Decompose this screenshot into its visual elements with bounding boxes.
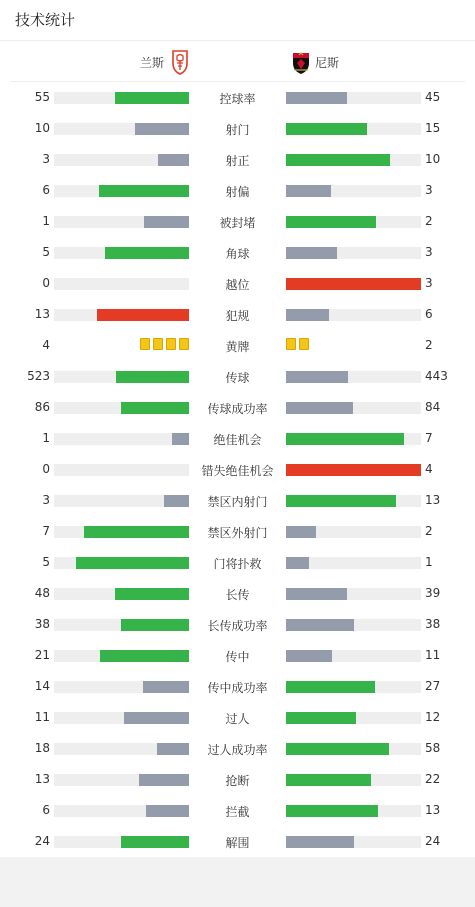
stat-label: 过人	[225, 712, 250, 726]
away-bar-fill	[286, 588, 347, 600]
home-bar-fill	[121, 402, 189, 414]
stat-row	[0, 702, 475, 733]
away-value: 3	[425, 245, 433, 259]
away-bar-fill	[286, 216, 376, 228]
away-bar-track	[286, 433, 421, 445]
away-value: 4	[425, 462, 433, 476]
stat-row	[0, 82, 475, 113]
away-bar-track	[286, 650, 421, 662]
stat-label: 解围	[225, 836, 250, 850]
away-bar-track	[286, 495, 421, 507]
away-bar-fill	[286, 123, 367, 135]
away-bar-fill	[286, 185, 331, 197]
home-bar-fill	[139, 774, 189, 786]
away-value: 2	[425, 214, 433, 228]
stat-row	[0, 423, 475, 454]
away-value: 27	[425, 679, 441, 693]
home-bar-track	[54, 805, 189, 817]
away-bar-track	[286, 123, 421, 135]
away-bar-fill	[286, 278, 421, 290]
home-yellow-cards	[140, 338, 189, 350]
away-bar-fill	[286, 557, 309, 569]
away-bar-fill	[286, 681, 375, 693]
home-team	[140, 49, 190, 75]
home-bar-fill	[116, 371, 189, 383]
home-value: 4	[42, 338, 50, 352]
home-value: 7	[42, 524, 50, 538]
away-value: 3	[425, 276, 433, 290]
away-value: 39	[425, 586, 441, 600]
home-value: 13	[34, 772, 50, 786]
yellow-card-icon	[179, 338, 189, 350]
home-value: 48	[34, 586, 50, 600]
team-header	[10, 41, 465, 82]
home-value: 24	[34, 834, 50, 848]
stat-row	[0, 671, 475, 702]
home-value: 5	[42, 555, 50, 569]
away-value: 38	[425, 617, 441, 631]
away-bar-track	[286, 464, 421, 476]
home-bar-track	[54, 836, 189, 848]
home-bar-track	[54, 154, 189, 166]
home-value: 13	[34, 307, 50, 321]
home-bar-track	[54, 278, 189, 290]
away-value: 3	[425, 183, 433, 197]
away-value: 24	[425, 834, 441, 848]
stat-row	[0, 609, 475, 640]
stat-row	[0, 454, 475, 485]
home-bar-track	[54, 371, 189, 383]
home-value: 38	[34, 617, 50, 631]
stat-row	[0, 795, 475, 826]
away-bar-track	[286, 154, 421, 166]
home-bar-fill	[144, 216, 189, 228]
home-bar-fill	[84, 526, 189, 538]
home-value: 1	[42, 214, 50, 228]
home-bar-track	[54, 495, 189, 507]
away-bar-fill	[286, 402, 353, 414]
home-bar-track	[54, 464, 189, 476]
away-value: 22	[425, 772, 441, 786]
away-bar-fill	[286, 247, 337, 259]
away-bar-track	[286, 371, 421, 383]
yellow-card-icon	[153, 338, 163, 350]
away-bar-track	[286, 92, 421, 104]
home-bar-track	[54, 619, 189, 631]
stat-row	[0, 485, 475, 516]
away-bar-fill	[286, 309, 329, 321]
home-bar-track	[54, 557, 189, 569]
stat-row	[0, 764, 475, 795]
stat-row	[0, 206, 475, 237]
stat-label: 长传	[225, 588, 250, 602]
away-bar-track	[286, 278, 421, 290]
away-value: 13	[425, 803, 441, 817]
nice-crest-icon	[291, 49, 311, 75]
away-bar-track	[286, 743, 421, 755]
away-bar-fill	[286, 805, 378, 817]
home-bar-track	[54, 526, 189, 538]
away-bar-fill	[286, 526, 316, 538]
stat-label: 传中成功率	[207, 681, 268, 695]
away-bar-fill	[286, 154, 390, 166]
home-value: 1	[42, 431, 50, 445]
away-bar-track	[286, 185, 421, 197]
stat-row	[0, 299, 475, 330]
yellow-card-icon	[299, 338, 309, 350]
home-bar-fill	[115, 92, 189, 104]
stats-list	[0, 82, 475, 857]
stat-label: 角球	[225, 247, 250, 261]
home-bar-track	[54, 743, 189, 755]
stat-row	[0, 547, 475, 578]
home-bar-fill	[121, 836, 189, 848]
away-bar-track	[286, 712, 421, 724]
stat-label: 传球	[225, 371, 250, 385]
home-value: 18	[34, 741, 50, 755]
stat-row	[0, 144, 475, 175]
home-bar-fill	[135, 123, 189, 135]
home-value: 11	[34, 710, 50, 724]
away-bar-track	[286, 402, 421, 414]
away-yellow-cards	[286, 338, 309, 350]
home-value: 55	[34, 90, 50, 104]
away-bar-track	[286, 557, 421, 569]
away-value: 2	[425, 524, 433, 538]
home-bar-fill	[121, 619, 189, 631]
stat-label: 错失绝佳机会	[201, 464, 274, 478]
home-bar-fill	[164, 495, 189, 507]
yellow-card-icon	[140, 338, 150, 350]
stat-row	[0, 578, 475, 609]
away-bar-fill	[286, 464, 421, 476]
stat-row	[0, 268, 475, 299]
home-bar-track	[54, 216, 189, 228]
page-title: 技术统计	[0, 0, 475, 41]
stat-label: 射正	[225, 154, 250, 168]
stat-label: 犯规	[225, 309, 250, 323]
home-bar-track	[54, 712, 189, 724]
home-bar-fill	[124, 712, 189, 724]
away-bar-track	[286, 588, 421, 600]
away-value: 6	[425, 307, 433, 321]
home-bar-track	[54, 588, 189, 600]
home-value: 5	[42, 245, 50, 259]
away-team-name: 尼斯	[315, 55, 340, 70]
away-bar-track	[286, 836, 421, 848]
home-value: 86	[34, 400, 50, 414]
stat-label: 黄牌	[225, 340, 250, 354]
home-bar-fill	[97, 309, 189, 321]
home-value: 10	[34, 121, 50, 135]
reims-crest-icon	[170, 49, 190, 75]
home-bar-fill	[143, 681, 189, 693]
home-bar-track	[54, 681, 189, 693]
stat-label: 抢断	[225, 774, 250, 788]
home-value: 523	[27, 369, 50, 383]
yellow-card-icon	[166, 338, 176, 350]
home-bar-track	[54, 433, 189, 445]
away-bar-fill	[286, 433, 404, 445]
away-bar-track	[286, 216, 421, 228]
away-value: 11	[425, 648, 441, 662]
stat-label: 长传成功率	[207, 619, 268, 633]
home-value: 3	[42, 493, 50, 507]
away-team	[291, 49, 339, 75]
away-value: 7	[425, 431, 433, 445]
stat-label: 越位	[225, 278, 250, 292]
stat-label: 控球率	[219, 92, 256, 106]
home-value: 14	[34, 679, 50, 693]
home-value: 0	[42, 462, 50, 476]
away-value: 84	[425, 400, 441, 414]
stat-row	[0, 640, 475, 671]
home-bar-fill	[105, 247, 189, 259]
away-bar-fill	[286, 650, 332, 662]
home-value: 3	[42, 152, 50, 166]
stat-label: 传中	[225, 650, 250, 664]
stat-label: 被封堵	[219, 216, 256, 230]
stat-row	[0, 361, 475, 392]
away-bar-track	[286, 309, 421, 321]
away-value: 45	[425, 90, 441, 104]
home-bar-fill	[172, 433, 189, 445]
home-bar-fill	[76, 557, 189, 569]
stat-row	[0, 516, 475, 547]
stat-label: 禁区外射门	[207, 526, 268, 540]
stat-label: 绝佳机会	[213, 433, 262, 447]
home-bar-fill	[146, 805, 189, 817]
home-bar-fill	[157, 743, 189, 755]
home-bar-fill	[99, 185, 189, 197]
stat-row	[0, 237, 475, 268]
away-bar-fill	[286, 743, 389, 755]
away-value: 12	[425, 710, 441, 724]
away-value: 13	[425, 493, 441, 507]
away-value: 15	[425, 121, 441, 135]
home-bar-track	[54, 92, 189, 104]
away-value: 58	[425, 741, 441, 755]
away-bar-fill	[286, 712, 356, 724]
away-bar-fill	[286, 619, 354, 631]
away-value: 10	[425, 152, 441, 166]
home-value: 6	[42, 183, 50, 197]
stat-row	[0, 733, 475, 764]
stat-label: 门将扑救	[213, 557, 262, 571]
stat-label: 禁区内射门	[207, 495, 268, 509]
away-bar-fill	[286, 495, 396, 507]
away-bar-track	[286, 805, 421, 817]
stat-row	[0, 330, 475, 361]
home-bar-fill	[158, 154, 189, 166]
home-bar-track	[54, 247, 189, 259]
stat-row	[0, 392, 475, 423]
away-bar-track	[286, 247, 421, 259]
away-bar-track	[286, 774, 421, 786]
stat-label: 过人成功率	[207, 743, 268, 757]
home-bar-track	[54, 402, 189, 414]
home-value: 21	[34, 648, 50, 662]
away-bar-track	[286, 526, 421, 538]
stat-label: 拦截	[225, 805, 250, 819]
home-bar-track	[54, 309, 189, 321]
stat-row	[0, 175, 475, 206]
away-value: 1	[425, 555, 433, 569]
home-bar-fill	[100, 650, 189, 662]
stat-label: 传球成功率	[207, 402, 268, 416]
home-value: 6	[42, 803, 50, 817]
away-value: 443	[425, 369, 448, 383]
home-team-name: 兰斯	[139, 55, 164, 70]
yellow-card-icon	[286, 338, 296, 350]
away-value: 2	[425, 338, 433, 352]
away-bar-track	[286, 681, 421, 693]
away-bar-fill	[286, 836, 354, 848]
away-bar-fill	[286, 371, 348, 383]
home-bar-track	[54, 774, 189, 786]
home-bar-fill	[115, 588, 189, 600]
stat-row	[0, 113, 475, 144]
stat-label: 射偏	[225, 185, 250, 199]
away-bar-track	[286, 619, 421, 631]
away-bar-fill	[286, 92, 347, 104]
stat-row	[0, 826, 475, 857]
stat-label: 射门	[225, 123, 250, 137]
home-value: 0	[42, 276, 50, 290]
home-bar-track	[54, 123, 189, 135]
away-bar-fill	[286, 774, 371, 786]
home-bar-track	[54, 650, 189, 662]
home-bar-track	[54, 185, 189, 197]
